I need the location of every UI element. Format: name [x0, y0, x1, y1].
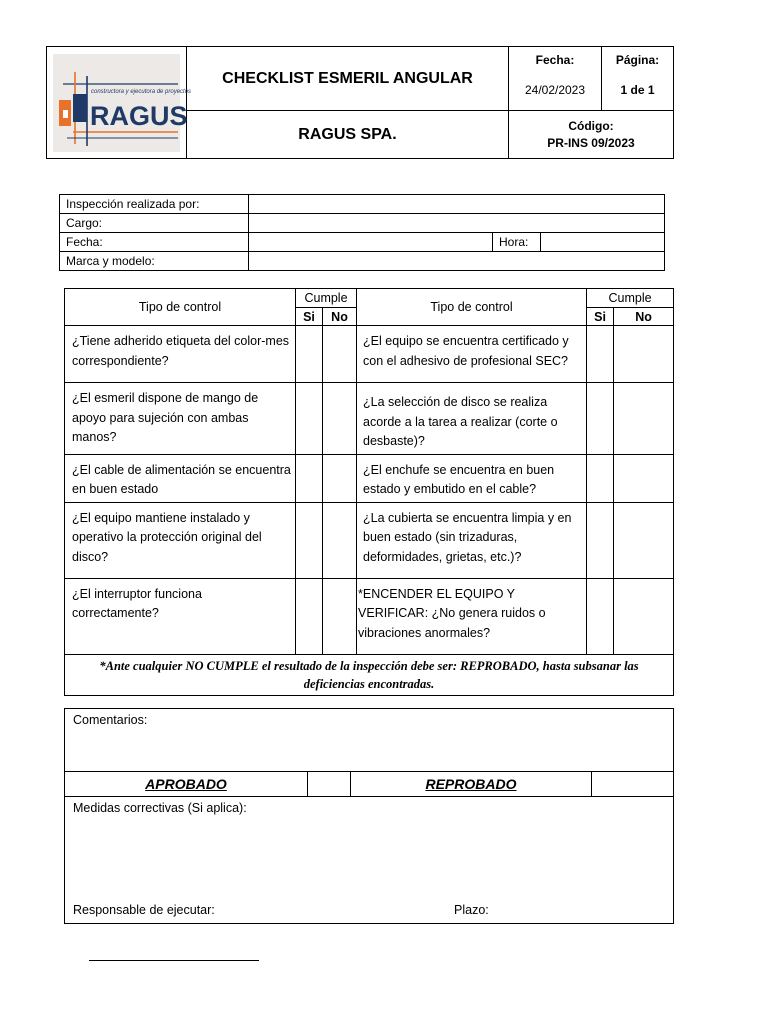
corrective-measures-field[interactable]	[65, 797, 674, 924]
col-cumple-left: Cumple	[296, 289, 357, 308]
no-checkbox[interactable]	[614, 383, 674, 455]
approved-checkbox[interactable]	[308, 772, 351, 797]
position-label: Cargo:	[60, 214, 249, 233]
control-item: ¿Tiene adherido etiqueta del color-mes correspondiente?	[65, 326, 296, 383]
no-checkbox[interactable]	[323, 326, 357, 383]
company-logo	[53, 54, 192, 152]
si-checkbox[interactable]	[296, 383, 323, 455]
comments-label: Comentarios:	[73, 713, 148, 727]
control-item: ¿El equipo se encuentra certificado y con el adhesivo de profesional SEC?	[357, 326, 587, 383]
time-field[interactable]	[541, 233, 665, 252]
measures-label: Medidas correctivas (Si aplica):	[73, 801, 247, 815]
checklist-table	[64, 288, 674, 696]
code-cell	[509, 111, 674, 159]
document-header	[46, 46, 674, 159]
page-cell	[602, 47, 674, 111]
si-checkbox[interactable]	[296, 454, 323, 502]
position-field[interactable]	[249, 214, 665, 233]
si-checkbox[interactable]	[296, 502, 323, 578]
code-label: Código:	[568, 118, 614, 133]
no-checkbox[interactable]	[614, 578, 674, 654]
col-no-right: No	[614, 308, 674, 326]
col-no-left: No	[323, 308, 357, 326]
si-checkbox[interactable]	[296, 578, 323, 654]
date-cell	[509, 47, 602, 111]
time-label: Hora:	[493, 233, 541, 252]
si-checkbox[interactable]	[587, 578, 614, 654]
control-item: ¿El cable de alimentación se encuentra en buen estado	[65, 454, 296, 502]
control-item: ¿La selección de disco se realiza acorde a la tarea a realizar (corte o desbaste)?	[357, 383, 587, 455]
control-item: *ENCENDER EL EQUIPO Y VERIFICAR: ¿No genera ruidos o vibraciones anormales?	[357, 578, 587, 654]
company-name: RAGUS SPA.	[187, 111, 509, 159]
page-value: 1 de 1	[620, 83, 655, 97]
rejection-note: *Ante cualquier NO CUMPLE el resultado de la inspección debe ser: REPROBADO, hasta subsanar las deficiencias encontradas.	[65, 654, 674, 695]
no-checkbox[interactable]	[614, 454, 674, 502]
date-field[interactable]	[249, 233, 493, 252]
comments-field[interactable]	[65, 709, 674, 772]
control-item: ¿La cubierta se encuentra limpia y en buen estado (sin trizaduras, deformidades, grietas, etc.)?	[357, 502, 587, 578]
responsible-label: Responsable de ejecutar:	[73, 903, 215, 917]
checklist-row	[65, 383, 674, 455]
result-table	[64, 708, 674, 924]
checklist-row	[65, 578, 674, 654]
si-checkbox[interactable]	[587, 454, 614, 502]
si-checkbox[interactable]	[296, 326, 323, 383]
no-checkbox[interactable]	[323, 383, 357, 455]
si-checkbox[interactable]	[587, 383, 614, 455]
checklist-row	[65, 326, 674, 383]
date-value: 24/02/2023	[524, 83, 586, 97]
col-control-left: Tipo de control	[65, 289, 296, 326]
inspection-info-table	[59, 194, 665, 271]
page-label: Página:	[615, 53, 660, 67]
rejected-label: REPROBADO	[351, 772, 592, 797]
inspected-by-field[interactable]	[249, 195, 665, 214]
col-cumple-right: Cumple	[587, 289, 674, 308]
brand-model-field[interactable]	[249, 252, 665, 271]
ragus-logo-icon	[53, 54, 192, 152]
no-checkbox[interactable]	[323, 578, 357, 654]
control-item: ¿El interruptor funciona correctamente?	[65, 578, 296, 654]
control-item: ¿El enchufe se encuentra en buen estado y embutido en el cable?	[357, 454, 587, 502]
document-title: CHECKLIST ESMERIL ANGULAR	[187, 47, 509, 111]
logo-tagline: constructora y ejecutora de proyectos	[91, 88, 192, 95]
col-si-left: Si	[296, 308, 323, 326]
logo-brand: RAGUS	[90, 100, 188, 131]
brand-model-label: Marca y modelo:	[60, 252, 249, 271]
logo-cell	[47, 47, 192, 159]
approved-label: APROBADO	[65, 772, 308, 797]
si-checkbox[interactable]	[587, 326, 614, 383]
col-si-right: Si	[587, 308, 614, 326]
si-checkbox[interactable]	[587, 502, 614, 578]
no-checkbox[interactable]	[614, 326, 674, 383]
inspected-by-label: Inspección realizada por:	[60, 195, 249, 214]
rejected-checkbox[interactable]	[592, 772, 674, 797]
no-checkbox[interactable]	[614, 502, 674, 578]
col-control-right: Tipo de control	[357, 289, 587, 326]
date-label-info: Fecha:	[60, 233, 249, 252]
deadline-label: Plazo:	[454, 903, 489, 917]
signature-line[interactable]	[89, 960, 259, 961]
code-value: PR-INS 09/2023	[547, 135, 635, 150]
no-checkbox[interactable]	[323, 502, 357, 578]
checklist-row	[65, 454, 674, 502]
control-item: ¿El esmeril dispone de mango de apoyo para sujeción con ambas manos?	[65, 383, 296, 455]
date-label: Fecha:	[535, 53, 575, 67]
checklist-row	[65, 502, 674, 578]
control-item: ¿El equipo mantiene instalado y operativo la protección original del disco?	[65, 502, 296, 578]
no-checkbox[interactable]	[323, 454, 357, 502]
